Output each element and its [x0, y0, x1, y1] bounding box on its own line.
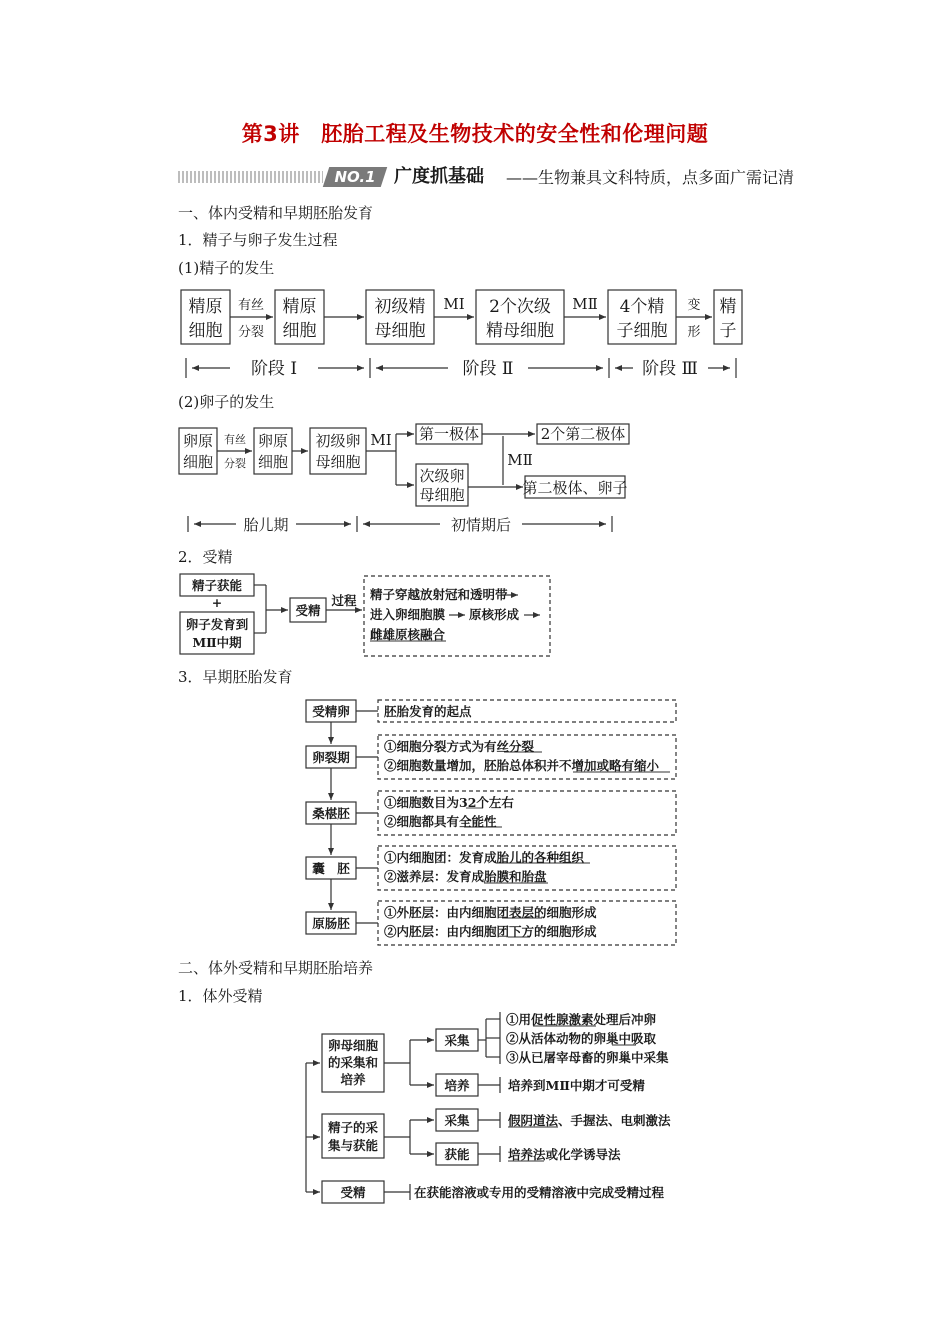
egg-oogonium-line1: 卵原 — [182, 432, 214, 450]
fert-sperm-text: 精子获能 — [191, 578, 243, 593]
heading-sec2: 二、体外受精和早期胚胎培养 — [178, 959, 374, 977]
egg-second-polar-egg: 第二极体、卵子 — [522, 479, 628, 497]
fert-plus-text: + — [211, 595, 223, 610]
ivf-fert-item: 在获能溶液或专用的受精溶液中完成受精过程 — [414, 1185, 665, 1200]
sperm-box-1-line2: 细胞 — [188, 321, 223, 341]
ivf-culture-item: 培养到MⅡ中期才可受精 — [508, 1078, 645, 1093]
ivf-oocyte-line1: 卵母细胞 — [327, 1038, 379, 1053]
heading-sec1: 一、体内受精和早期胚胎发育 — [178, 204, 374, 222]
fert-center-text: 受精 — [295, 603, 321, 618]
heading-sec1-1: 1．精子与卵子发生过程 — [178, 231, 338, 249]
embryo-gastrula-name: 原肠胚 — [312, 916, 350, 931]
fert-step-3: 原核形成 — [469, 607, 520, 622]
period-puberty: 初情期后 — [450, 516, 512, 534]
sperm-box-5-line1: 4个精 — [619, 297, 665, 317]
ivf-collect2-text: 采集 — [444, 1113, 470, 1128]
stage-3-label: 阶段 Ⅲ — [642, 359, 698, 379]
ivf-oocyte-line3: 培养 — [340, 1072, 366, 1087]
ivf-collect1-item-2: ②从活体动物的卵巢中吸取 — [506, 1031, 657, 1046]
heading-egg: (2)卵子的发生 — [178, 393, 275, 411]
fert-process-label: 过程 — [331, 593, 357, 608]
ivf-sperm-line2: 集与获能 — [327, 1138, 379, 1153]
embryo-cleavage-line1: ①细胞分裂方式为有丝分裂 — [384, 739, 535, 754]
embryo-morula-name: 桑椹胚 — [312, 806, 350, 821]
sperm-box-5-line2: 子细胞 — [616, 321, 668, 341]
egg-second-polar-2: 2个第二极体 — [540, 425, 626, 443]
sperm-box-6-line2: 子 — [719, 321, 737, 341]
egg-oogonium2-line1: 卵原 — [257, 432, 289, 450]
ivf-culture-text: 培养 — [444, 1078, 470, 1093]
embryo-zygote-line1: 胚胎发育的起点 — [384, 704, 472, 719]
egg-m2-label: MⅡ — [507, 451, 533, 469]
stage-2-label: 阶段 Ⅱ — [462, 359, 514, 379]
sperm-box-4-line1: 2个次级 — [489, 297, 551, 317]
embryo-zygote-name: 受精卵 — [312, 704, 350, 719]
ivf-collect1-item-1: ①用促性腺激素处理后冲卵 — [506, 1012, 657, 1027]
fert-egg-text1: 卵子发育到 — [185, 617, 249, 632]
page-title: 第3讲 胚胎工程及生物技术的安全性和伦理问题 — [241, 122, 709, 146]
sperm-box-2-line2: 细胞 — [282, 321, 317, 341]
banner-badge-text: NO.1 — [334, 168, 376, 186]
ivf-sperm-line1: 精子的采 — [327, 1120, 379, 1135]
heading-fert: 2．受精 — [178, 548, 233, 566]
heading-sperm: (1)精子的发生 — [178, 259, 275, 277]
embryo-gastrula-line1: ①外胚层：由内细胞团表层的细胞形成 — [384, 905, 597, 920]
sperm-arrow-1-label2: 分裂 — [237, 325, 265, 340]
fert-step-2: 进入卵细胞膜 — [370, 607, 446, 622]
sperm-arrow-3-label: MⅠ — [443, 295, 465, 313]
egg-primary-line1: 初级卵 — [315, 432, 361, 450]
ivf-collect2-item: 假阴道法、手握法、电刺激法 — [508, 1113, 671, 1128]
heading-embryo: 3．早期胚胎发育 — [178, 668, 293, 686]
embryo-gastrula-line2: ②内胚层：由内细胞团下方的细胞形成 — [384, 924, 597, 939]
egg-oogonium2-line2: 细胞 — [257, 453, 289, 471]
ivf-capac-item: 培养法或化学诱导法 — [508, 1147, 621, 1162]
period-fetal: 胎儿期 — [243, 516, 289, 534]
ivf-collect1-text: 采集 — [444, 1033, 470, 1048]
fert-step-1: 精子穿越放射冠和透明带 — [370, 587, 508, 602]
sperm-box-6-line1: 精 — [719, 297, 737, 317]
sperm-box-2-line1: 精原 — [282, 297, 317, 317]
egg-mitosis-label1: 有丝 — [224, 433, 246, 446]
ivf-oocyte-line2: 的采集和 — [327, 1055, 379, 1070]
sperm-arrow-5-label1: 变 — [687, 298, 701, 313]
ivf-capac-text: 获能 — [444, 1147, 470, 1162]
egg-oogonium-line2: 细胞 — [182, 453, 214, 471]
fert-step-4: 雌雄原核融合 — [370, 627, 446, 642]
ivf-collect1-item-3: ③从已屠宰母畜的卵巢中采集 — [506, 1050, 669, 1065]
embryo-blastocyst-line2: ②滋养层：发育成胎膜和胎盘 — [384, 869, 547, 884]
egg-first-polar: 第一极体 — [418, 425, 480, 443]
heading-ivf: 1．体外受精 — [178, 987, 263, 1005]
embryo-morula-line1: ①细胞数目为32个左右 — [384, 795, 514, 810]
sperm-box-3-line1: 初级精 — [374, 297, 426, 317]
embryo-blastocyst-name: 囊 胚 — [312, 861, 350, 876]
egg-secondary-line2: 母细胞 — [419, 486, 465, 504]
fert-egg-text2: MⅡ中期 — [192, 635, 242, 650]
sperm-box-4-line2: 精母细胞 — [486, 321, 554, 341]
sperm-arrow-1-label1: 有丝 — [237, 298, 265, 313]
stage-1-label: 阶段 Ⅰ — [250, 359, 298, 379]
egg-mitosis-label2: 分裂 — [224, 457, 246, 470]
embryo-cleavage-name: 卵裂期 — [312, 750, 350, 765]
banner-title: 广度抓基础 — [394, 166, 484, 187]
ivf-fert-text: 受精 — [340, 1185, 366, 1200]
embryo-morula-line2: ②细胞都具有全能性 — [384, 814, 497, 829]
egg-secondary-line1: 次级卵 — [419, 467, 465, 485]
embryo-blastocyst-line1: ①内细胞团：发育成胎儿的各种组织 — [384, 850, 585, 865]
egg-m1-label: MⅠ — [370, 431, 392, 449]
sperm-box-3-line2: 母细胞 — [374, 321, 426, 341]
banner-subtitle: ——生物兼具文科特质，点多面广需记清 — [506, 168, 795, 187]
egg-primary-line2: 母细胞 — [315, 453, 361, 471]
sperm-arrow-4-label: MⅡ — [572, 295, 598, 313]
sperm-box-1-line1: 精原 — [188, 297, 223, 317]
sperm-arrow-5-label2: 形 — [687, 325, 701, 340]
embryo-cleavage-line2: ②细胞数量增加，胚胎总体积并不增加或略有缩小 — [384, 758, 660, 773]
